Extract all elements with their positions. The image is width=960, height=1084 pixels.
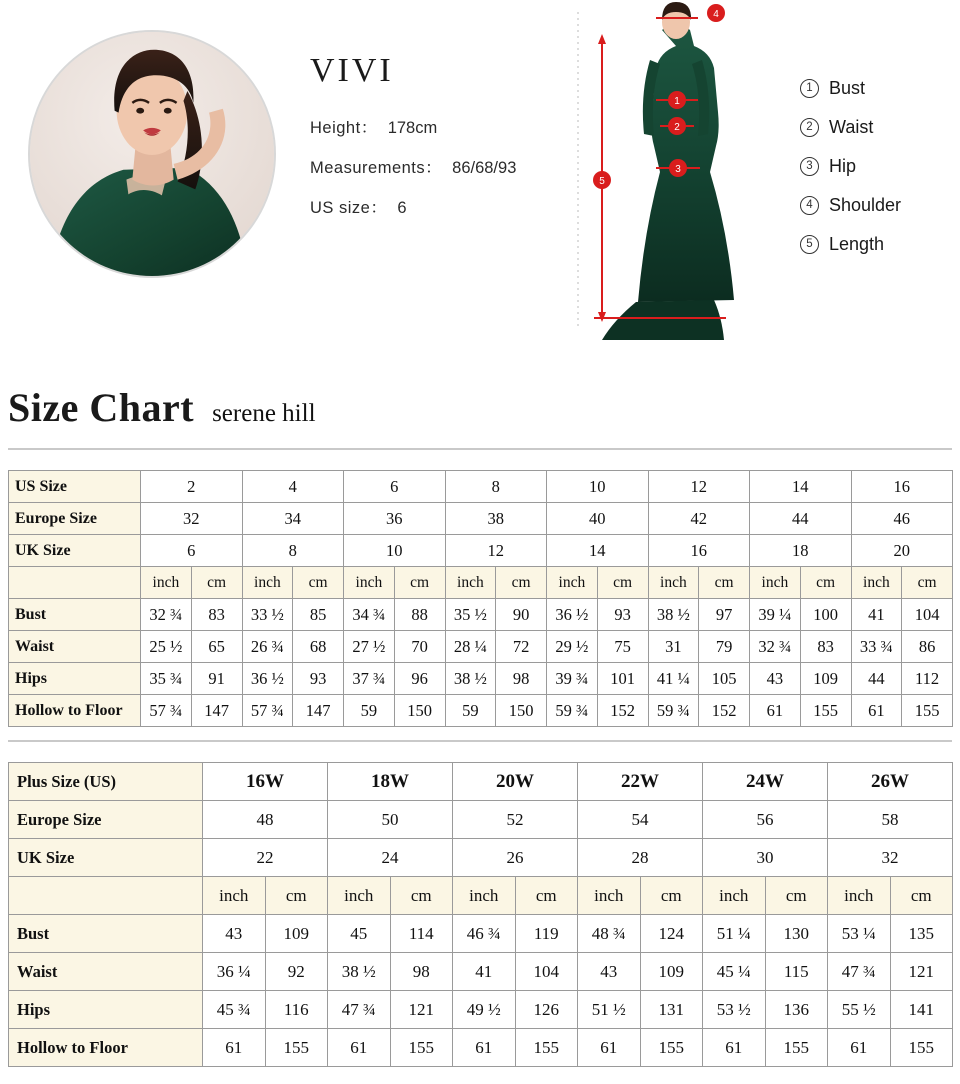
plus-hollow-inch-3: 61 bbox=[578, 1029, 641, 1067]
row-label-plus-units bbox=[9, 877, 203, 915]
table-row-plus-hollow-to-floor bbox=[9, 1029, 953, 1067]
hips-cm-5: 105 bbox=[699, 663, 750, 695]
model-portrait bbox=[28, 30, 276, 278]
plus-hips-cm-1: 121 bbox=[390, 991, 453, 1029]
table-row-hips bbox=[9, 663, 953, 695]
cell-us-2: 2 bbox=[141, 471, 243, 503]
bust-cm-3: 90 bbox=[496, 599, 547, 631]
hips-cm-6: 109 bbox=[800, 663, 851, 695]
bust-cm-4: 93 bbox=[597, 599, 648, 631]
cell-plus-5: 26W bbox=[828, 763, 953, 801]
plus-bust-inch-3: 48 ¾ bbox=[578, 915, 641, 953]
legend-number-icon: 5 bbox=[800, 235, 819, 254]
brand-spec-block bbox=[310, 52, 610, 234]
plus-bust-cm-2: 119 bbox=[515, 915, 578, 953]
legend-label: Bust bbox=[829, 78, 866, 98]
cell-uk-5: 16 bbox=[648, 535, 750, 567]
plus-uk-1: 24 bbox=[328, 839, 453, 877]
hollow-cm-0: 147 bbox=[191, 695, 242, 727]
hollow-cm-7: 155 bbox=[902, 695, 953, 727]
plus-bust-cm-4: 130 bbox=[765, 915, 828, 953]
plus-unit-cm-4: cm bbox=[765, 877, 828, 915]
legend-item-waist bbox=[800, 117, 901, 138]
hips-inch-1: 36 ½ bbox=[242, 663, 293, 695]
cell-eu-1: 34 bbox=[242, 503, 344, 535]
divider-top bbox=[8, 448, 952, 450]
height-row bbox=[310, 114, 610, 138]
plus-bust-inch-0: 43 bbox=[203, 915, 266, 953]
hips-inch-6: 43 bbox=[750, 663, 801, 695]
plus-hollow-cm-1: 155 bbox=[390, 1029, 453, 1067]
plus-hips-inch-2: 49 ½ bbox=[453, 991, 516, 1029]
plus-eu-4: 56 bbox=[703, 801, 828, 839]
legend-item-shoulder bbox=[800, 195, 901, 216]
bust-cm-0: 83 bbox=[191, 599, 242, 631]
bust-cm-7: 104 bbox=[902, 599, 953, 631]
unit-cm-3: cm bbox=[496, 567, 547, 599]
plus-waist-inch-2: 41 bbox=[453, 953, 516, 991]
plus-waist-cm-1: 98 bbox=[390, 953, 453, 991]
legend-label: Waist bbox=[829, 117, 874, 137]
hips-cm-3: 98 bbox=[496, 663, 547, 695]
table-row-plus-uk-size bbox=[9, 839, 953, 877]
table-row-plus-hips bbox=[9, 991, 953, 1029]
legend-item-length bbox=[800, 234, 901, 255]
plus-hips-cm-0: 116 bbox=[265, 991, 328, 1029]
height-label: Height： bbox=[310, 119, 378, 137]
hollow-inch-2: 59 bbox=[344, 695, 395, 727]
unit-cm-2: cm bbox=[394, 567, 445, 599]
unit-cm-0: cm bbox=[191, 567, 242, 599]
cell-eu-5: 42 bbox=[648, 503, 750, 535]
waist-inch-6: 32 ¾ bbox=[750, 631, 801, 663]
plus-hollow-cm-3: 155 bbox=[640, 1029, 703, 1067]
plus-eu-1: 50 bbox=[328, 801, 453, 839]
legend-number-icon: 3 bbox=[800, 157, 819, 176]
size-chart-title bbox=[8, 384, 316, 431]
plus-hips-cm-2: 126 bbox=[515, 991, 578, 1029]
plus-eu-0: 48 bbox=[203, 801, 328, 839]
row-label-hollow-to-floor: Hollow to Floor bbox=[9, 695, 141, 727]
waist-cm-7: 86 bbox=[902, 631, 953, 663]
hips-cm-4: 101 bbox=[597, 663, 648, 695]
bust-inch-1: 33 ½ bbox=[242, 599, 293, 631]
plus-hips-inch-5: 55 ½ bbox=[828, 991, 891, 1029]
plus-hips-cm-5: 141 bbox=[890, 991, 953, 1029]
plus-waist-cm-3: 109 bbox=[640, 953, 703, 991]
table-row-plus-bust bbox=[9, 915, 953, 953]
svg-text:1: 1 bbox=[674, 96, 680, 107]
hips-cm-1: 93 bbox=[293, 663, 344, 695]
plus-unit-cm-2: cm bbox=[515, 877, 578, 915]
cell-eu-2: 36 bbox=[344, 503, 446, 535]
unit-cm-6: cm bbox=[800, 567, 851, 599]
bust-inch-0: 32 ¾ bbox=[141, 599, 192, 631]
svg-text:4: 4 bbox=[713, 9, 719, 20]
plus-waist-inch-3: 43 bbox=[578, 953, 641, 991]
plus-unit-inch-0: inch bbox=[203, 877, 266, 915]
plus-hips-inch-1: 47 ¾ bbox=[328, 991, 391, 1029]
bust-inch-7: 41 bbox=[851, 599, 902, 631]
cell-plus-4: 24W bbox=[703, 763, 828, 801]
table-row-plus-units bbox=[9, 877, 953, 915]
hips-inch-5: 41 ¼ bbox=[648, 663, 699, 695]
plus-bust-inch-1: 45 bbox=[328, 915, 391, 953]
plus-hollow-cm-5: 155 bbox=[890, 1029, 953, 1067]
bust-cm-6: 100 bbox=[800, 599, 851, 631]
table-row-uk-size bbox=[9, 535, 953, 567]
brand-name: VIVI bbox=[310, 52, 394, 89]
hollow-inch-7: 61 bbox=[851, 695, 902, 727]
hollow-cm-4: 152 bbox=[597, 695, 648, 727]
bust-inch-2: 34 ¾ bbox=[344, 599, 395, 631]
unit-inch-4: inch bbox=[547, 567, 598, 599]
cell-us-4: 4 bbox=[242, 471, 344, 503]
title-sub: serene hill bbox=[212, 400, 316, 427]
waist-cm-0: 65 bbox=[191, 631, 242, 663]
cell-uk-3: 12 bbox=[445, 535, 547, 567]
waist-inch-4: 29 ½ bbox=[547, 631, 598, 663]
svg-text:2: 2 bbox=[674, 122, 680, 133]
legend-number-icon: 2 bbox=[800, 118, 819, 137]
hips-cm-7: 112 bbox=[902, 663, 953, 695]
plus-bust-cm-3: 124 bbox=[640, 915, 703, 953]
height-value: 178cm bbox=[387, 119, 438, 137]
plus-hips-inch-0: 45 ¾ bbox=[203, 991, 266, 1029]
plus-bust-cm-0: 109 bbox=[265, 915, 328, 953]
cell-uk-1: 8 bbox=[242, 535, 344, 567]
ussize-label: US size： bbox=[310, 199, 388, 217]
cell-uk-0: 6 bbox=[141, 535, 243, 567]
row-label-plus-hollow-to-floor: Hollow to Floor bbox=[9, 1029, 203, 1067]
row-label-units bbox=[9, 567, 141, 599]
cell-plus-0: 16W bbox=[203, 763, 328, 801]
legend-number-icon: 4 bbox=[800, 196, 819, 215]
cell-us-16: 16 bbox=[851, 471, 953, 503]
plus-eu-3: 54 bbox=[578, 801, 703, 839]
unit-cm-7: cm bbox=[902, 567, 953, 599]
hollow-inch-4: 59 ¾ bbox=[547, 695, 598, 727]
row-label-waist: Waist bbox=[9, 631, 141, 663]
cell-us-10: 10 bbox=[547, 471, 649, 503]
plus-hips-cm-3: 131 bbox=[640, 991, 703, 1029]
waist-cm-4: 75 bbox=[597, 631, 648, 663]
row-label-hips: Hips bbox=[9, 663, 141, 695]
cell-eu-4: 40 bbox=[547, 503, 649, 535]
table-row-bust bbox=[9, 599, 953, 631]
legend-label: Length bbox=[829, 234, 885, 254]
bust-cm-2: 88 bbox=[394, 599, 445, 631]
cell-us-14: 14 bbox=[750, 471, 852, 503]
plus-uk-2: 26 bbox=[453, 839, 578, 877]
measurements-value: 86/68/93 bbox=[452, 159, 517, 177]
plus-waist-inch-0: 36 ¼ bbox=[203, 953, 266, 991]
plus-uk-5: 32 bbox=[828, 839, 953, 877]
title-main: Size Chart bbox=[8, 385, 195, 430]
measurement-figure bbox=[576, 0, 776, 360]
hips-inch-3: 38 ½ bbox=[445, 663, 496, 695]
ussize-value: 6 bbox=[397, 199, 407, 217]
hips-inch-0: 35 ¾ bbox=[141, 663, 192, 695]
cell-uk-6: 18 bbox=[750, 535, 852, 567]
plus-size-table bbox=[8, 762, 953, 1067]
hollow-cm-1: 147 bbox=[293, 695, 344, 727]
unit-inch-5: inch bbox=[648, 567, 699, 599]
plus-hollow-cm-0: 155 bbox=[265, 1029, 328, 1067]
measurements-row bbox=[310, 154, 610, 178]
plus-hollow-cm-2: 155 bbox=[515, 1029, 578, 1067]
cell-eu-0: 32 bbox=[141, 503, 243, 535]
bust-cm-5: 97 bbox=[699, 599, 750, 631]
plus-hollow-inch-2: 61 bbox=[453, 1029, 516, 1067]
cell-plus-2: 20W bbox=[453, 763, 578, 801]
plus-waist-inch-1: 38 ½ bbox=[328, 953, 391, 991]
row-label-plus-europe-size: Europe Size bbox=[9, 801, 203, 839]
table-row-us-size bbox=[9, 471, 953, 503]
row-label-europe-size: Europe Size bbox=[9, 503, 141, 535]
unit-inch-7: inch bbox=[851, 567, 902, 599]
hollow-cm-3: 150 bbox=[496, 695, 547, 727]
hips-inch-7: 44 bbox=[851, 663, 902, 695]
waist-cm-5: 79 bbox=[699, 631, 750, 663]
row-label-plus-bust: Bust bbox=[9, 915, 203, 953]
row-label-plus-size: Plus Size (US) bbox=[9, 763, 203, 801]
table-row-units bbox=[9, 567, 953, 599]
bust-inch-4: 36 ½ bbox=[547, 599, 598, 631]
model-portrait-illustration bbox=[30, 32, 274, 276]
unit-inch-6: inch bbox=[750, 567, 801, 599]
waist-cm-3: 72 bbox=[496, 631, 547, 663]
waist-inch-0: 25 ½ bbox=[141, 631, 192, 663]
measurement-legend bbox=[800, 78, 901, 273]
hollow-cm-5: 152 bbox=[699, 695, 750, 727]
legend-label: Shoulder bbox=[829, 195, 902, 215]
plus-hips-inch-3: 51 ½ bbox=[578, 991, 641, 1029]
plus-unit-cm-5: cm bbox=[890, 877, 953, 915]
plus-waist-inch-5: 47 ¾ bbox=[828, 953, 891, 991]
cell-uk-4: 14 bbox=[547, 535, 649, 567]
plus-uk-3: 28 bbox=[578, 839, 703, 877]
waist-cm-2: 70 bbox=[394, 631, 445, 663]
unit-cm-5: cm bbox=[699, 567, 750, 599]
hips-cm-0: 91 bbox=[191, 663, 242, 695]
cell-us-6: 6 bbox=[344, 471, 446, 503]
divider-bottom bbox=[8, 740, 952, 742]
bust-cm-1: 85 bbox=[293, 599, 344, 631]
waist-inch-3: 28 ¼ bbox=[445, 631, 496, 663]
hollow-cm-6: 155 bbox=[800, 695, 851, 727]
unit-inch-1: inch bbox=[242, 567, 293, 599]
hollow-inch-0: 57 ¾ bbox=[141, 695, 192, 727]
unit-inch-0: inch bbox=[141, 567, 192, 599]
table-row-plus-size bbox=[9, 763, 953, 801]
plus-unit-inch-4: inch bbox=[703, 877, 766, 915]
cell-us-12: 12 bbox=[648, 471, 750, 503]
table-row-plus-europe-size bbox=[9, 801, 953, 839]
plus-waist-inch-4: 45 ¼ bbox=[703, 953, 766, 991]
row-label-bust: Bust bbox=[9, 599, 141, 631]
waist-inch-7: 33 ¾ bbox=[851, 631, 902, 663]
plus-unit-cm-1: cm bbox=[390, 877, 453, 915]
plus-unit-inch-1: inch bbox=[328, 877, 391, 915]
plus-uk-0: 22 bbox=[203, 839, 328, 877]
plus-hips-cm-4: 136 bbox=[765, 991, 828, 1029]
row-label-uk-size: UK Size bbox=[9, 535, 141, 567]
legend-number-icon: 1 bbox=[800, 79, 819, 98]
unit-inch-2: inch bbox=[344, 567, 395, 599]
bust-inch-6: 39 ¼ bbox=[750, 599, 801, 631]
plus-unit-cm-3: cm bbox=[640, 877, 703, 915]
table-row-europe-size bbox=[9, 503, 953, 535]
bust-inch-3: 35 ½ bbox=[445, 599, 496, 631]
legend-label: Hip bbox=[829, 156, 857, 176]
hips-inch-4: 39 ¾ bbox=[547, 663, 598, 695]
table-row-plus-waist bbox=[9, 953, 953, 991]
hollow-cm-2: 150 bbox=[394, 695, 445, 727]
unit-cm-4: cm bbox=[597, 567, 648, 599]
svg-text:5: 5 bbox=[599, 176, 605, 187]
waist-inch-1: 26 ¾ bbox=[242, 631, 293, 663]
plus-uk-4: 30 bbox=[703, 839, 828, 877]
dress-measurement-diagram bbox=[576, 0, 776, 360]
plus-unit-inch-3: inch bbox=[578, 877, 641, 915]
standard-size-table bbox=[8, 470, 953, 727]
table-row-waist bbox=[9, 631, 953, 663]
plus-hollow-inch-4: 61 bbox=[703, 1029, 766, 1067]
plus-hips-inch-4: 53 ½ bbox=[703, 991, 766, 1029]
model-info-section bbox=[0, 0, 960, 368]
plus-hollow-inch-0: 61 bbox=[203, 1029, 266, 1067]
row-label-plus-hips: Hips bbox=[9, 991, 203, 1029]
waist-inch-5: 31 bbox=[648, 631, 699, 663]
hollow-inch-3: 59 bbox=[445, 695, 496, 727]
row-label-us-size: US Size bbox=[9, 471, 141, 503]
plus-unit-inch-2: inch bbox=[453, 877, 516, 915]
measurements-label: Measurements： bbox=[310, 159, 443, 177]
cell-us-8: 8 bbox=[445, 471, 547, 503]
cell-uk-7: 20 bbox=[851, 535, 953, 567]
plus-bust-inch-5: 53 ¼ bbox=[828, 915, 891, 953]
plus-bust-cm-1: 114 bbox=[390, 915, 453, 953]
legend-item-bust bbox=[800, 78, 901, 99]
cell-plus-1: 18W bbox=[328, 763, 453, 801]
hollow-inch-6: 61 bbox=[750, 695, 801, 727]
plus-hollow-inch-5: 61 bbox=[828, 1029, 891, 1067]
plus-unit-inch-5: inch bbox=[828, 877, 891, 915]
plus-waist-cm-4: 115 bbox=[765, 953, 828, 991]
svg-text:3: 3 bbox=[675, 164, 681, 175]
plus-waist-cm-0: 92 bbox=[265, 953, 328, 991]
plus-hollow-inch-1: 61 bbox=[328, 1029, 391, 1067]
plus-hollow-cm-4: 155 bbox=[765, 1029, 828, 1067]
table-row-hollow-to-floor bbox=[9, 695, 953, 727]
cell-plus-3: 22W bbox=[578, 763, 703, 801]
hips-cm-2: 96 bbox=[394, 663, 445, 695]
plus-bust-cm-5: 135 bbox=[890, 915, 953, 953]
cell-uk-2: 10 bbox=[344, 535, 446, 567]
hollow-inch-1: 57 ¾ bbox=[242, 695, 293, 727]
plus-eu-2: 52 bbox=[453, 801, 578, 839]
row-label-plus-waist: Waist bbox=[9, 953, 203, 991]
cell-eu-6: 44 bbox=[750, 503, 852, 535]
unit-inch-3: inch bbox=[445, 567, 496, 599]
cell-eu-7: 46 bbox=[851, 503, 953, 535]
unit-cm-1: cm bbox=[293, 567, 344, 599]
waist-cm-1: 68 bbox=[293, 631, 344, 663]
hollow-inch-5: 59 ¾ bbox=[648, 695, 699, 727]
plus-bust-inch-2: 46 ¾ bbox=[453, 915, 516, 953]
plus-bust-inch-4: 51 ¼ bbox=[703, 915, 766, 953]
plus-eu-5: 58 bbox=[828, 801, 953, 839]
row-label-plus-uk-size: UK Size bbox=[9, 839, 203, 877]
waist-cm-6: 83 bbox=[800, 631, 851, 663]
hips-inch-2: 37 ¾ bbox=[344, 663, 395, 695]
cell-eu-3: 38 bbox=[445, 503, 547, 535]
plus-waist-cm-2: 104 bbox=[515, 953, 578, 991]
plus-waist-cm-5: 121 bbox=[890, 953, 953, 991]
ussize-row bbox=[310, 194, 610, 218]
plus-unit-cm-0: cm bbox=[265, 877, 328, 915]
legend-item-hip bbox=[800, 156, 901, 177]
waist-inch-2: 27 ½ bbox=[344, 631, 395, 663]
bust-inch-5: 38 ½ bbox=[648, 599, 699, 631]
